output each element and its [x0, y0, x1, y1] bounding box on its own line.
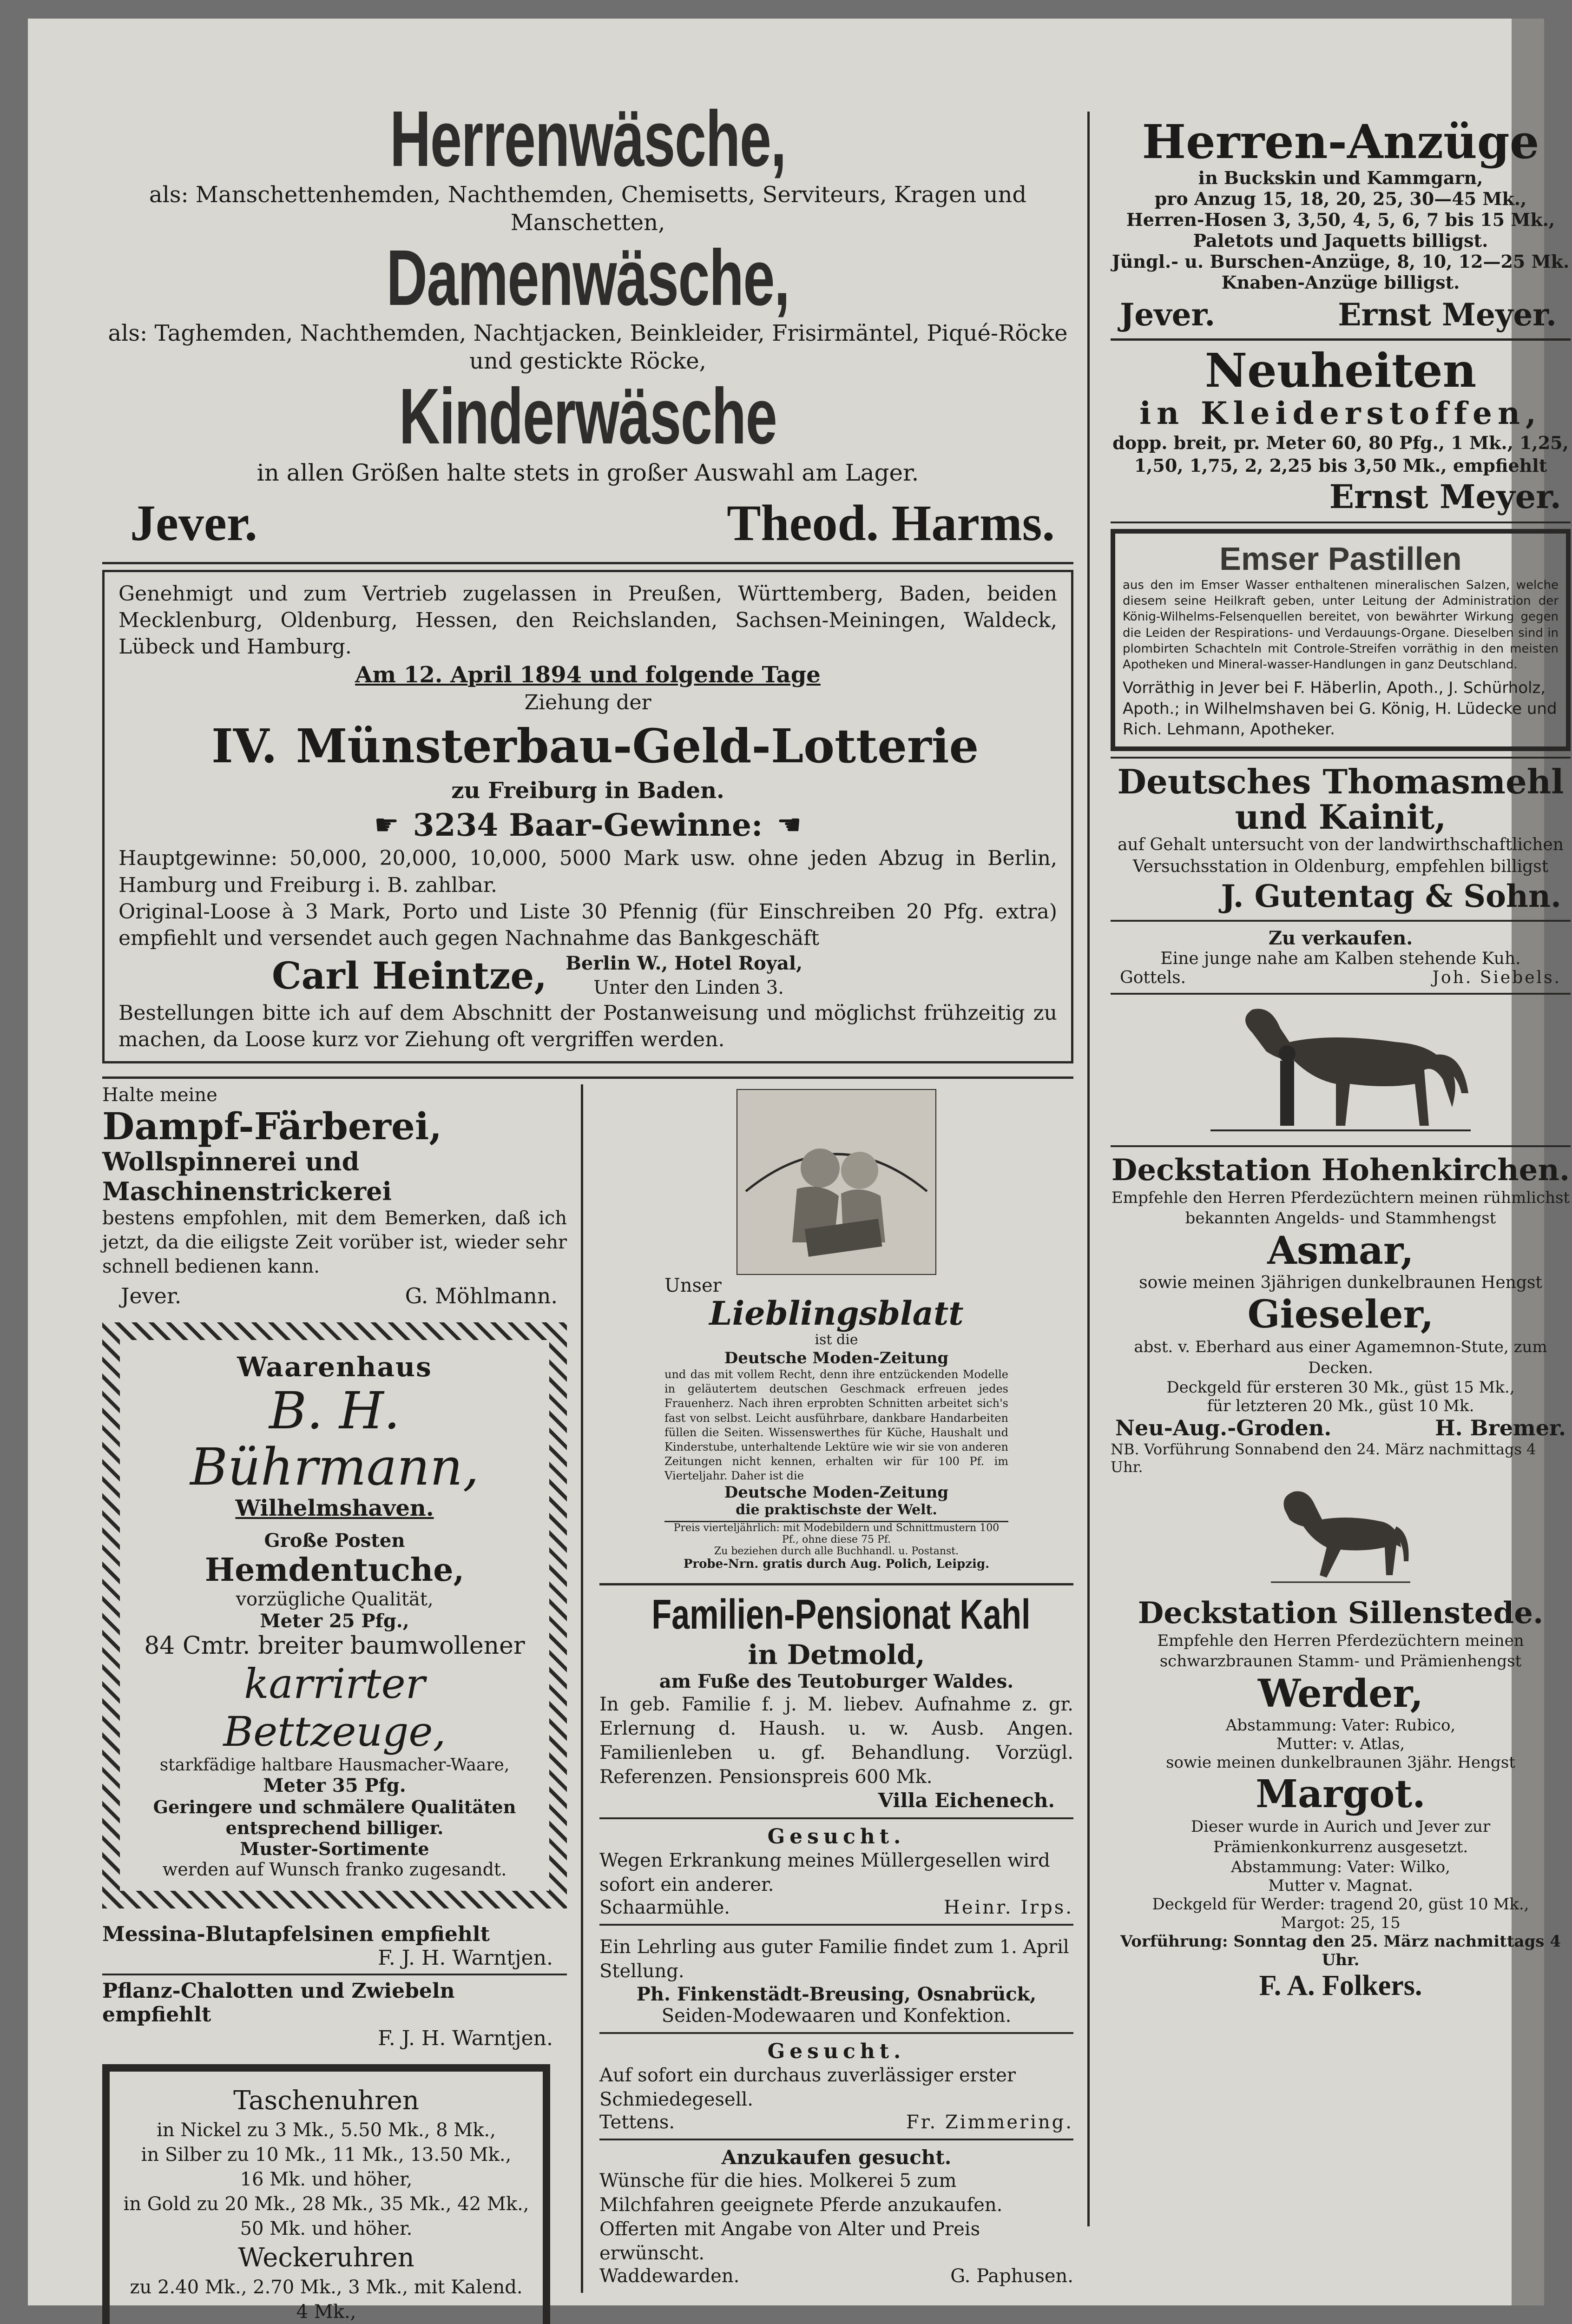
faerberei-signature — [102, 1279, 567, 1308]
neuheiten-title: Neuheiten — [1204, 343, 1477, 398]
moden-l1: Unser — [664, 1275, 722, 1297]
divider — [1111, 993, 1571, 995]
gesucht1-name: Heinr. Irps. — [943, 1897, 1073, 1919]
faerberei-lead: Halte meine — [102, 1084, 217, 1106]
herrenwaesche-items: als: Manschettenhemden, Nachthemden, Chemisetts, Serviteurs, Kragen und Manschetten, — [149, 181, 1027, 236]
buehrmann-l6: karrirter Bettzeuge, — [223, 1660, 446, 1756]
kinderwaesche-sub: in allen Größen halte stets in großer Auswahl am Lager. — [257, 459, 919, 486]
hohenkirchen-mid: sowie meinen 3jährigen dunkelbraunen Hengst — [1139, 1273, 1542, 1293]
buehrmann-l7: starkfädige haltbare Hausmacher-Waare, — [159, 1756, 510, 1775]
hohenkirchen-l2: Deckgeld für ersteren 30 Mk., güst 15 Mk., — [1166, 1378, 1515, 1397]
newspaper-page — [28, 19, 1570, 2323]
buehrmann-l9: Geringere und schmälere Qualitäten entsprechend billiger. — [153, 1796, 516, 1839]
middle-subcolumn — [599, 1084, 1073, 2287]
sillenstede-name: F. A. Folkers. — [1259, 1969, 1422, 2001]
faerberei-body: bestens empfohlen, mit dem Bemerken, daß ich jetzt, da die eiligste Zeit vorüber ist, wieder sehr schnell bedienen kann. — [102, 1208, 567, 1278]
hohenkirchen-ad — [1111, 1153, 1571, 1476]
gesucht2-town: Tettens. — [599, 2112, 675, 2133]
gesucht1-body: Wegen Erkrankung meines Müllergesellen wird sofort ein anderer. — [599, 1850, 1050, 1896]
column-rule — [581, 1084, 583, 2293]
buehrmann-l10: Muster-Sortimente — [240, 1838, 429, 1860]
pensionat-town: in Detmold, — [748, 1639, 925, 1671]
left-column — [102, 19, 1073, 2323]
pflanz-ad — [102, 1979, 567, 2050]
hohenkirchen-name: H. Bremer. — [1435, 1415, 1566, 1440]
ankaufen-signature — [599, 2265, 1073, 2287]
ankaufen-ad — [599, 2146, 1073, 2287]
uhren-l5: 50 Mk. und höher. — [240, 2218, 413, 2239]
anzuege-l5: Jüngl.- u. Burschen-Anzüge, 8, 10, 12—25 Mk. — [1112, 251, 1570, 272]
damenwaesche-items-2: und gestickte Röcke, — [469, 348, 706, 374]
anzuege-title: Herren-Anzüge — [1142, 114, 1539, 169]
lotterie-place: zu Freiburg in Baden. — [451, 778, 724, 804]
messina-ad — [102, 1922, 567, 1970]
buehrmann-l4: Meter 25 Pfg., — [260, 1610, 409, 1632]
gesucht1-title: Gesucht. — [767, 1825, 906, 1849]
harms-name: Theod. Harms. — [727, 495, 1055, 551]
emser-ad — [1111, 529, 1571, 752]
lotterie-address-1: Berlin W., Hotel Royal, — [566, 952, 802, 975]
uhren-ad — [102, 2064, 550, 2324]
lotterie-ad — [102, 570, 1073, 1063]
divider — [1111, 920, 1571, 922]
pensionat-ad — [599, 1591, 1073, 1812]
hohenkirchen-horse2: Gieseler, — [1247, 1292, 1434, 1337]
neuheiten-name: Ernst Meyer. — [1329, 477, 1561, 516]
neuheiten-sub: in Kleiderstoffen, — [1139, 395, 1542, 431]
moden-l2: Lieblingsblatt — [709, 1294, 964, 1333]
pensionat-title: Familien-Pensionat Kahl — [651, 1591, 1031, 1638]
buehrmann-l3: vorzügliche Qualität, — [236, 1589, 434, 1611]
buehrmann-l11: werden auf Wunsch franko zugesandt. — [162, 1859, 507, 1880]
emser-stock: Vorräthig in Jever bei F. Häberlin, Apoth., J. Schürholz, Apoth.; in Wilhelmshaven bei G. König, H. Lüdecke und Rich. Lehmann, Apotheker. — [1123, 678, 1557, 739]
lotterie-address-2: Unter den Linden 3. — [593, 977, 784, 999]
neuheiten-ad — [1111, 343, 1571, 516]
moden-l5: Deutsche Moden-Zeitung — [724, 1483, 949, 1502]
hohenkirchen-l3: für letzteren 20 Mk., güst 10 Mk. — [1207, 1396, 1474, 1415]
anzuege-name: Ernst Meyer. — [1338, 297, 1557, 333]
faerberei-ad — [102, 1084, 567, 1308]
anzuege-l6: Knaben-Anzüge billigst. — [1221, 272, 1460, 293]
divider — [102, 562, 1073, 564]
lotterie-date: Am 12. April 1894 und folgende Tage — [355, 661, 821, 688]
harms-ad — [102, 95, 1073, 553]
sillenstede-b2: Abstammung: Vater: Wilko, — [1231, 1857, 1450, 1876]
hohenkirchen-signature — [1111, 1415, 1571, 1440]
messina-title: Messina-Blutapfelsinen empfiehlt — [102, 1922, 490, 1947]
sillenstede-d1: Deckgeld für Werder: tragend 20, güst 10 Mk., — [1152, 1895, 1529, 1914]
divider — [599, 2032, 1073, 2034]
sillenstede-horse1: Werder, — [1257, 1671, 1424, 1717]
lotterie-ziehung: Ziehung der — [524, 690, 651, 714]
uhren-l3: 16 Mk. und höher, — [240, 2168, 413, 2190]
divider — [599, 1817, 1073, 1819]
ankaufen-town: Waddewarden. — [599, 2265, 740, 2287]
hohenkirchen-nb: NB. Vorführung Sonnabend den 24. März nachmittags 4 Uhr. — [1111, 1440, 1536, 1476]
column-rule — [1087, 112, 1090, 2226]
damenwaesche-title: Damenwäsche, — [386, 233, 789, 322]
uhren-l4: in Gold zu 20 Mk., 28 Mk., 35 Mk., 42 Mk., — [123, 2193, 529, 2215]
gesucht2-body: Auf sofort ein durchaus zuverlässiger erster Schmiedegesell. — [599, 2065, 1016, 2111]
lotterie-gewinne-row — [118, 805, 1057, 845]
lotterie-gewinne: 3234 Baar-Gewinne: — [413, 806, 763, 843]
moden-probe: Probe-Nrn. gratis durch Aug. Polich, Leipzig. — [683, 1557, 990, 1571]
uhren-l2: in Silber zu 10 Mk., 11 Mk., 13.50 Mk., — [141, 2144, 512, 2166]
gesucht1-signature — [599, 1897, 1073, 1918]
moden-l6: die praktischste der Welt. — [736, 1502, 937, 1519]
divider — [599, 1924, 1073, 1926]
horse-with-groom-illustration — [1210, 1000, 1471, 1140]
pointing-hand-right-icon: ☛ — [374, 809, 399, 842]
harms-town: Jever. — [130, 495, 257, 551]
uhren-t2: Weckeruhren — [238, 2243, 414, 2273]
moden-l3: ist die — [815, 1331, 858, 1348]
herrenwaesche-title: Herrenwäsche, — [389, 95, 786, 183]
kinderwaesche-title: Kinderwäsche — [399, 372, 777, 461]
buehrmann-l1: Große Posten — [264, 1530, 405, 1552]
thomasmehl-name: J. Gutentag & Sohn. — [1221, 878, 1561, 915]
lotterie-numeral: IV. — [211, 719, 277, 774]
sillenstede-v: Vorführung: Sonntag den 25. März nachmittags 4 Uhr. — [1120, 1932, 1561, 1969]
anzuege-l4: Paletots und Jaquetts billigst. — [1193, 230, 1488, 251]
sillenstede-ad — [1111, 1596, 1571, 2002]
moden-ad — [599, 1089, 1073, 1571]
moden-l4: Deutsche Moden-Zeitung — [724, 1348, 949, 1367]
buehrmann-l5: 84 Cmtr. breiter baumwollener — [144, 1632, 525, 1660]
divider — [1111, 757, 1571, 759]
right-column — [1111, 116, 1571, 2324]
anzuege-l1: in Buckskin und Kammgarn, — [1198, 167, 1483, 188]
buehrmann-town: Wilhelmshaven. — [235, 1495, 434, 1522]
sillenstede-a2: Mutter: v. Atlas, — [1276, 1735, 1405, 1754]
left-subcolumn — [102, 1084, 567, 2324]
messina-name: F. J. H. Warntjen. — [378, 1946, 553, 1970]
uhren-l6: zu 2.40 Mk., 2.70 Mk., 3 Mk., mit Kalend. 4 Mk., — [130, 2277, 523, 2323]
harms-signature — [102, 487, 1073, 553]
thomasmehl-title2: und Kainit, — [1235, 797, 1447, 837]
verkaufen-title: Zu verkaufen. — [1268, 927, 1413, 950]
anzuege-l3: Herren-Hosen 3, 3,50, 4, 5, 6, 7 bis 15 Mk., — [1126, 209, 1555, 230]
divider — [1111, 1145, 1571, 1147]
divider — [599, 2139, 1073, 2140]
sillenstede-mid: sowie meinen dunkelbraunen 3jähr. Hengst — [1166, 1753, 1515, 1772]
lotterie-heintze: Carl Heintze, — [272, 954, 547, 998]
buehrmann-name: B. H. Bührmann, — [190, 1381, 479, 1497]
lehrling-ad — [599, 1935, 1073, 2027]
lehrling-sub: Seiden-Modewaaren und Konfektion. — [661, 2005, 1012, 2027]
buehrmann-l8: Meter 35 Pfg. — [263, 1775, 406, 1797]
damenwaesche-items: als: Taghemden, Nachthemden, Nachtjacken, Beinkleider, Frisirmäntel, Piqué-Röcke — [108, 320, 1068, 346]
faerberei-sub: Wollspinnerei und Maschinenstrickerei — [102, 1147, 392, 1207]
gesucht2-ad — [599, 2040, 1073, 2133]
pointing-hand-left-icon: ☚ — [776, 809, 802, 842]
lotterie-haupt: Hauptgewinne: 50,000, 20,000, 10,000, 5000 Mark usw. ohne jeden Abzug in Berlin, Hamburg und Freiburg i. B. zahlbar. — [118, 846, 1057, 897]
hohenkirchen-town: Neu-Aug.-Groden. — [1115, 1415, 1332, 1440]
sillenstede-b1: Dieser wurde in Aurich und Jever zur Prämienkonkurrenz ausgesetzt. — [1191, 1817, 1491, 1857]
lotterie-loose: Original-Loose à 3 Mark, Porto und Liste 30 Pfennig (für Einschreiben 20 Pfg. extra) empfiehlt und versendet auch gegen Nachnahme das Bankgeschäft — [118, 899, 1057, 950]
gesucht2-title: Gesucht. — [767, 2040, 906, 2064]
divider — [1111, 338, 1571, 341]
verkaufen-name: Joh. Siebels. — [1432, 968, 1561, 988]
gesucht1-town: Schaarmühle. — [599, 1897, 730, 1919]
divider — [599, 1583, 1073, 1585]
sillenstede-d2: Margot: 25, 15 — [1281, 1913, 1401, 1932]
hohenkirchen-title: Deckstation Hohenkirchen. — [1111, 1153, 1570, 1188]
sillenstede-horse2: Margot. — [1256, 1772, 1426, 1817]
pflanz-name: F. J. H. Warntjen. — [378, 2027, 553, 2051]
divider — [1111, 522, 1571, 523]
mothers-and-children-illustration — [737, 1089, 936, 1275]
sillenstede-a1: Abstammung: Vater: Rubico, — [1225, 1716, 1456, 1735]
thomasmehl-body: auf Gehalt untersucht von der landwirthschaftlichen Versuchsstation in Oldenburg, empfehlen billigst — [1118, 835, 1564, 877]
trotting-horse-illustration — [1271, 1482, 1410, 1589]
verkaufen-town: Gottels. — [1120, 968, 1186, 988]
emser-body: aus den im Emser Wasser enthaltenen mineralischen Salzen, welche diesem seine Heilkraft geben, unter Leitung der Administration der König-Wilhelms-Felsenquellen bereitet, von bewährter Wirkung gegen die Leiden der Respirations- und Verdauungs-Organe. Dieselben sind in plombirten Schachteln mit Controle-Streifen vorräthig in den meisten Apotheken und Mineral-wasser-Handlungen in ganz Deutschland. — [1123, 578, 1559, 672]
lehrling-name: Ph. Finkenstädt-Breusing, Osnabrück, — [636, 1983, 1037, 2006]
neuheiten-body: dopp. breit, pr. Meter 60, 80 Pfg., 1 Mk., 1,25, 1,50, 1,75, 2, 2,25 bis 3,50 Mk., empfiehlt — [1112, 432, 1569, 476]
hohenkirchen-body: Empfehle den Herren Pferdezüchtern meinen rühmlichst bekannten Angelds- und Stammhengst — [1111, 1188, 1570, 1228]
gesucht1-ad — [599, 1825, 1073, 1918]
divider — [102, 1974, 567, 1975]
buehrmann-l2: Hemdentuche, — [204, 1552, 465, 1589]
faerberei-name: G. Möhlmann. — [405, 1283, 558, 1309]
moden-price: Preis vierteljährlich: mit Modebildern und Schnittmustern 100 Pf., ohne diese 75 Pf. — [664, 1521, 1008, 1545]
hohenkirchen-horse1: Asmar, — [1267, 1228, 1414, 1274]
divider — [102, 1076, 1073, 1079]
lotterie-address — [566, 951, 802, 1000]
buehrmann-ad — [102, 1322, 567, 1908]
lotterie-footer: Bestellungen bitte ich auf dem Abschnitt der Postanweisung und möglichst frühzeitig zu machen, da Loose kurz vor Ziehung oft vergriffen werden. — [118, 1001, 1057, 1052]
buehrmann-head: Waarenhaus — [237, 1351, 432, 1383]
ankaufen-name: G. Paphusen. — [950, 2265, 1073, 2287]
uhren-t1: Taschenuhren — [233, 2086, 419, 2116]
gesucht2-signature — [599, 2112, 1073, 2133]
pflanz-title: Pflanz-Chalotten und Zwiebeln empfiehlt — [102, 1979, 455, 2027]
sillenstede-body: Empfehle den Herren Pferdezüchtern meinen schwarzbraunen Stamm- und Prämienhengst — [1157, 1631, 1524, 1670]
lotterie-title: Münsterbau-Geld-Lotterie — [296, 719, 979, 774]
lotterie-heintze-row — [118, 951, 1057, 1000]
verkaufen-signature — [1111, 968, 1571, 987]
sillenstede-title: Deckstation Sillenstede. — [1138, 1595, 1544, 1631]
anzuege-l2: pro Anzug 15, 18, 20, 25, 30—45 Mk., — [1154, 188, 1527, 209]
lehrling-body: Ein Lehrling aus guter Familie findet zum 1. April Stellung. — [599, 1936, 1069, 1982]
moden-body: und das mit vollem Recht, denn ihre entzückenden Modelle in geläutertem deutschen Geschmack erfreuen jedes Frauenherz. Nach ihren erprobten Schnitten arbeitet sich's fast von selbst. Leicht ausführbare, dankbare Handarbeiten füllen die Seiten. Wissenswerthes für Küche, Haushalt und Kinderstube, unterhaltende Lektüre wie wir sie von anderen Zeitungen nicht kennen, erhalten wir für 100 Pf. im Vierteljahr. Daher ist die — [664, 1367, 1008, 1483]
verkaufen-body: Eine junge nahe am Kalben stehende Kuh. — [1160, 949, 1521, 969]
buehrmann-content — [120, 1340, 549, 1891]
anzuege-town: Jever. — [1120, 297, 1216, 333]
anzuege-signature — [1111, 293, 1571, 333]
thomasmehl-title: Deutsches Thomasmehl — [1117, 762, 1564, 802]
gesucht2-name: Fr. Zimmering. — [906, 2112, 1073, 2133]
pensionat-loc: am Fuße des Teutoburger Waldes. — [659, 1670, 1014, 1693]
faerberei-title: Dampf-Färberei, — [102, 1104, 442, 1149]
lower-left-area — [102, 1084, 1073, 2323]
lotterie-title-row — [118, 716, 1057, 776]
ankaufen-body: Wünsche für die hies. Molkerei 5 zum Milchfahren geeignete Pferde anzukaufen. Offerten mit Angabe von Alter und Preis erwünscht. — [599, 2170, 1003, 2265]
sillenstede-b3: Mutter v. Magnat. — [1268, 1876, 1413, 1895]
anzuege-ad — [1111, 116, 1571, 333]
verkaufen-ad — [1111, 927, 1571, 987]
pensionat-body: In geb. Familie f. j. M. liebev. Aufnahme z. gr. Erlernung d. Haush. u. w. Ausb. Angen. Familienleben u. gf. Behandlung. Vorzügl. Referenzen. Pensionspreis 600 Mk. — [599, 1694, 1073, 1788]
hohenkirchen-l1: abst. v. Eberhard aus einer Agamemnon-Stute, zum Decken. — [1134, 1338, 1547, 1377]
emser-title: Emser Pastillen — [1219, 540, 1462, 577]
moden-order: Zu beziehen durch alle Buchhandl. u. Postanst. — [714, 1545, 959, 1558]
faerberei-town: Jever. — [121, 1283, 182, 1309]
ankaufen-title: Anzukaufen gesucht. — [721, 2146, 952, 2169]
lotterie-intro: Genehmigt und zum Vertrieb zugelassen in Preußen, Württemberg, Baden, beiden Mecklenburg, Oldenburg, Hessen, den Reichslanden, Sachsen-Meiningen, Waldeck, Lübeck und Hamburg. — [118, 582, 1057, 659]
uhren-l1: in Nickel zu 3 Mk., 5.50 Mk., 8 Mk., — [157, 2119, 496, 2141]
pensionat-villa: Villa Eichenech. — [878, 1789, 1055, 1812]
thomasmehl-ad — [1111, 764, 1571, 914]
